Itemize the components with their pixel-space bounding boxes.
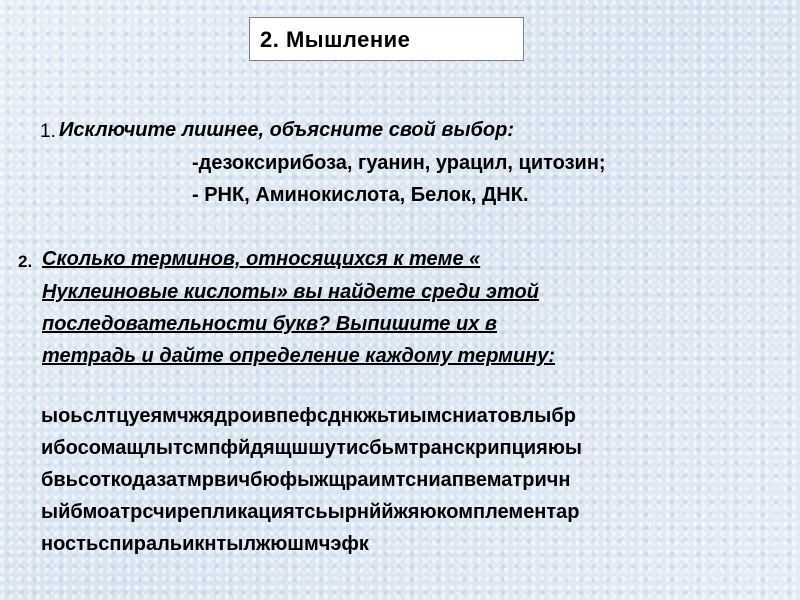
question-1-number: 1. bbox=[40, 121, 56, 142]
slide-title: 2. Мышление bbox=[260, 27, 411, 52]
question-2-line-4: тетрадь и дайте определение каждому термину: bbox=[42, 345, 556, 367]
letter-sequence-line-1: ыоьслтцуеямчжядроивпефсднкжьтиымсниатовлыбр bbox=[41, 405, 576, 427]
question-2-line-2: Нуклеиновые кислоты» вы найдете среди этой bbox=[42, 281, 539, 303]
question-1-option-2: - РНК, Аминокислота, Белок, ДНК. bbox=[192, 184, 529, 206]
letter-sequence-line-3: бвьсоткодазатмрвичбюфыжщраимтсниапвематричн bbox=[41, 469, 571, 491]
title-box bbox=[249, 17, 524, 61]
letter-sequence-line-2: ибосомащлытсмпфйдящшшутисбьмтранскрипцияюы bbox=[41, 437, 583, 459]
letter-sequence-line-5: ностьспиральикнтылжюшмчэфк bbox=[41, 533, 369, 555]
question-1-text: Исключите лишнее, объясните свой выбор: bbox=[59, 119, 515, 141]
question-2-line-3: последовательности букв? Выпишите их в bbox=[42, 313, 497, 335]
question-2-line-1: Сколько терминов, относящихся к теме « bbox=[42, 248, 481, 270]
letter-sequence-line-4: ыйбмоатрсчирепликациятсьырнййжяюкомплементар bbox=[41, 501, 580, 523]
question-1-option-1: -дезоксирибоза, гуанин, урацил, цитозин; bbox=[192, 152, 606, 174]
question-2-number: 2. bbox=[18, 252, 33, 271]
